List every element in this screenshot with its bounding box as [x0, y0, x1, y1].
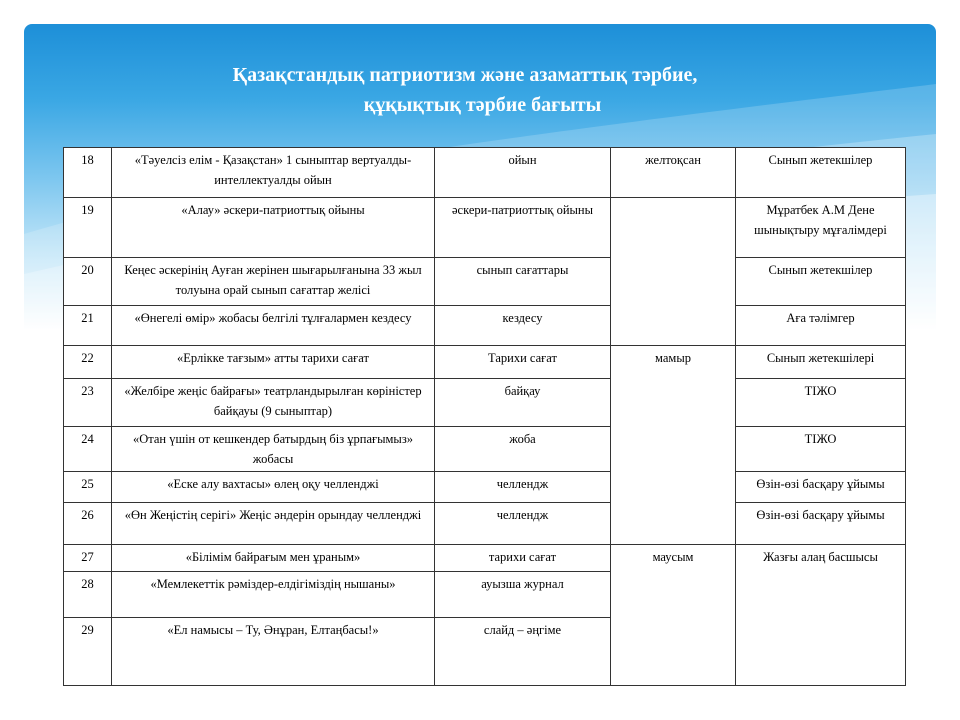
- row-number: 26: [64, 503, 112, 545]
- row-number: 28: [64, 572, 112, 618]
- event-name: Кеңес әскерінің Ауған жерінен шығарылғанына 33 жыл толуына орай сынып сағаттар желісі: [112, 258, 435, 306]
- table-row: [64, 503, 906, 545]
- event-name: «Тәуелсіз елім - Қазақстан» 1 сыныптар вертуалды-интеллектуалды ойын: [112, 148, 435, 198]
- event-name: «Еске алу вахтасы» өлең оқу челленджі: [112, 472, 435, 503]
- title-line-2: құқықтық тәрбие бағыты: [363, 94, 602, 116]
- event-time: желтоқсан: [611, 148, 736, 198]
- row-number: 22: [64, 346, 112, 379]
- event-form: сынып сағаттары: [435, 258, 611, 306]
- event-name: «Өн Жеңістің серігі» Жеңіс әндерін орындау челленджі: [112, 503, 435, 545]
- event-name: «Отан үшін от кешкендер батырдың біз ұрпағымыз» жобасы: [112, 427, 435, 472]
- event-name: «Алау» әскери-патриоттық ойыны: [112, 198, 435, 258]
- events-table: [63, 147, 906, 686]
- title-line-1: Қазақстандық патриотизм және азаматтық тәрбие,: [232, 64, 698, 86]
- event-form: кездесу: [435, 306, 611, 346]
- table-row: [64, 379, 906, 427]
- event-time: [611, 198, 736, 346]
- event-name: «Білімім байрағым мен ұраным»: [112, 545, 435, 572]
- event-name: «Мемлекеттік рәміздер-елдігіміздің нышаны»: [112, 572, 435, 618]
- event-form: жоба: [435, 427, 611, 472]
- table-row: [64, 306, 906, 346]
- row-number: 19: [64, 198, 112, 258]
- event-time: маусым: [611, 545, 736, 686]
- row-number: 18: [64, 148, 112, 198]
- event-form: слайд – әңгіме: [435, 618, 611, 686]
- row-number: 24: [64, 427, 112, 472]
- table-row: [64, 427, 906, 472]
- event-form: челлендж: [435, 472, 611, 503]
- table-row: [64, 346, 906, 379]
- event-form: байқау: [435, 379, 611, 427]
- responsible: Сынып жетекшілер: [736, 258, 906, 306]
- row-number: 25: [64, 472, 112, 503]
- row-number: 20: [64, 258, 112, 306]
- slide-title: [0, 60, 960, 120]
- row-number: 21: [64, 306, 112, 346]
- event-name: «Өнегелі өмір» жобасы белгілі тұлғалармен кездесу: [112, 306, 435, 346]
- responsible: ТІЖО: [736, 427, 906, 472]
- responsible: Аға тәлімгер: [736, 306, 906, 346]
- row-number: 27: [64, 545, 112, 572]
- event-time: мамыр: [611, 346, 736, 545]
- responsible: Өзін-өзі басқару ұйымы: [736, 503, 906, 545]
- responsible: ТІЖО: [736, 379, 906, 427]
- table-row: [64, 472, 906, 503]
- row-number: 23: [64, 379, 112, 427]
- row-number: 29: [64, 618, 112, 686]
- table-row: [64, 545, 906, 572]
- responsible: Сынып жетекшілер: [736, 148, 906, 198]
- event-form: челлендж: [435, 503, 611, 545]
- table-row: [64, 148, 906, 198]
- event-name: «Ел намысы – Ту, Әнұран, Елтаңбасы!»: [112, 618, 435, 686]
- responsible: Өзін-өзі басқару ұйымы: [736, 472, 906, 503]
- table-row: [64, 258, 906, 306]
- responsible: Сынып жетекшілері: [736, 346, 906, 379]
- event-form: тарихи сағат: [435, 545, 611, 572]
- event-name: «Желбіре жеңіс байрағы» театрландырылған көріністер байқауы (9 сыныптар): [112, 379, 435, 427]
- responsible: Мұратбек А.М Дене шынықтыру мұғалімдері: [736, 198, 906, 258]
- event-name: «Ерлікке тағзым» атты тарихи сағат: [112, 346, 435, 379]
- event-form: әскери-патриоттық ойыны: [435, 198, 611, 258]
- event-form: ойын: [435, 148, 611, 198]
- event-form: ауызша журнал: [435, 572, 611, 618]
- event-form: Тарихи сағат: [435, 346, 611, 379]
- responsible: Жазғы алаң басшысы: [736, 545, 906, 686]
- table-row: [64, 198, 906, 258]
